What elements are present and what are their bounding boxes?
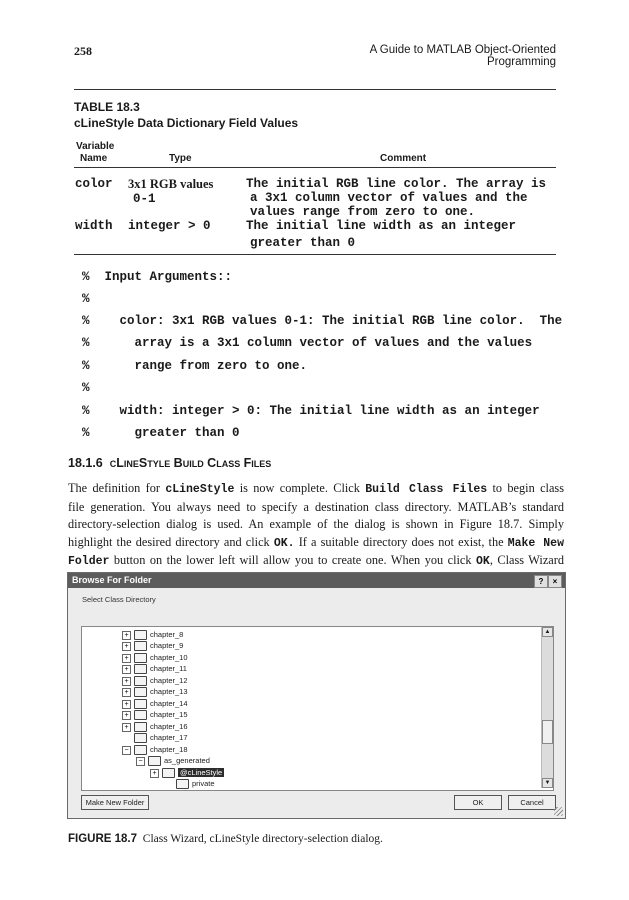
code-line: % color: 3x1 RGB values 0-1: The initial RGB line color. The — [82, 314, 563, 328]
expand-icon[interactable]: + — [122, 631, 131, 640]
dialog-title-bar — [68, 573, 565, 588]
tree-item-chapter-9[interactable]: + chapter_9 — [122, 640, 183, 651]
help-button[interactable]: ? — [534, 575, 548, 588]
section-title: cLineStyle Build Class Files — [109, 456, 272, 470]
folder-icon — [162, 768, 175, 778]
folder-icon — [134, 710, 147, 720]
table-row-name: color — [75, 177, 113, 191]
cancel-button[interactable]: Cancel — [508, 795, 556, 810]
tree-item-chapter-17[interactable]: chapter_17 — [122, 732, 188, 743]
selected-folder-label[interactable]: @cLineStyle — [180, 768, 223, 777]
expand-icon[interactable]: + — [122, 711, 131, 720]
section-heading — [68, 456, 271, 470]
tree-item-chapter-14[interactable]: + chapter_14 — [122, 698, 188, 709]
scroll-up-icon[interactable]: ▲ — [542, 627, 553, 637]
table-row-comment: The initial RGB line color. The array is — [246, 177, 547, 191]
figure-label: FIGURE 18.7 — [68, 833, 138, 845]
tree-item-chapter-15[interactable]: + chapter_15 — [122, 709, 188, 720]
table-bottom-rule — [74, 254, 556, 255]
code-line: % greater than 0 — [82, 426, 240, 440]
expand-icon[interactable]: + — [150, 769, 159, 778]
tree-item-clinestyle[interactable] — [150, 767, 224, 778]
table-title: cLineStyle Data Dictionary Field Values — [74, 116, 299, 130]
resize-grip-icon[interactable] — [554, 807, 563, 816]
tree-item-chapter-18[interactable]: − chapter_18 — [122, 744, 188, 755]
table-row-comment: The initial line width as an integer — [246, 219, 517, 233]
folder-open-icon — [134, 745, 147, 755]
col-header-comment: Comment — [380, 153, 427, 164]
folder-icon — [134, 699, 147, 709]
page-number: 258 — [74, 44, 92, 58]
expand-icon[interactable]: + — [122, 723, 131, 732]
folder-icon — [134, 653, 147, 663]
code-line: % range from zero to one. — [82, 359, 308, 373]
table-row-name: width — [75, 219, 113, 233]
folder-open-icon — [148, 756, 161, 766]
expand-icon[interactable]: + — [122, 700, 131, 709]
running-title: A Guide to MATLAB Object-Oriented Programming — [369, 44, 556, 68]
tree-item-chapter-11[interactable]: + chapter_11 — [122, 663, 187, 674]
section-number: 18.1.6 — [68, 456, 103, 470]
code-line: % Input Arguments:: — [82, 270, 233, 284]
dialog-prompt: Select Class Directory — [82, 595, 156, 604]
figure-caption — [68, 833, 383, 845]
code-line: % — [82, 381, 90, 395]
folder-tree[interactable] — [81, 626, 554, 791]
tree-item-chapter-10[interactable]: + chapter_10 — [122, 652, 188, 663]
col-header-variable: Variable — [76, 141, 115, 152]
tree-item-chapter-8[interactable]: + chapter_8 — [122, 629, 183, 640]
close-button[interactable]: × — [548, 575, 562, 588]
tree-item-private[interactable]: private — [164, 778, 215, 789]
expand-icon[interactable]: + — [122, 677, 131, 686]
code-line: % width: integer > 0: The initial line width as an integer — [82, 404, 540, 418]
browse-for-folder-dialog — [67, 572, 566, 819]
folder-icon — [134, 641, 147, 651]
folder-icon — [134, 676, 147, 686]
col-header-type: Type — [169, 153, 192, 164]
table-row-comment: greater than 0 — [250, 236, 356, 250]
collapse-icon[interactable]: − — [136, 757, 145, 766]
expand-icon — [122, 734, 131, 743]
table-top-rule — [74, 89, 556, 90]
table-row-comment: a 3x1 column vector of values and the — [250, 191, 528, 205]
table-row-type: integer > 0 — [128, 219, 211, 233]
code-line: % array is a 3x1 column vector of values and the values — [82, 336, 533, 350]
folder-icon — [134, 687, 147, 697]
tree-scrollbar[interactable] — [541, 627, 553, 788]
tree-item-chapter-16[interactable]: + chapter_16 — [122, 721, 188, 732]
scroll-down-icon[interactable]: ▼ — [542, 778, 553, 788]
make-new-folder-button[interactable]: Make New Folder — [81, 795, 149, 810]
dialog-title: Browse For Folder — [72, 575, 152, 585]
tree-item-as-generated[interactable]: − as_generated — [136, 755, 210, 766]
expand-icon[interactable]: + — [122, 665, 131, 674]
folder-icon — [134, 722, 147, 732]
figure-caption-text: Class Wizard, cLineStyle directory-selection dialog. — [142, 833, 383, 845]
folder-icon — [134, 630, 147, 640]
collapse-icon[interactable]: − — [122, 746, 131, 755]
folder-icon — [176, 779, 189, 789]
code-line: % — [82, 292, 90, 306]
folder-icon — [134, 664, 147, 674]
body-paragraph: The definition for cLineStyle is now complete. Click Build Class Files to begin class file generation. You always need to specify a destination class directory. MATLAB’s standard directory-selection dialog is used. An example of the dialog is shown in Figure 18.7. Simply highlight the desired directory and click OK. If a suitable directory does not exist, the Make New Folder button on the lower left will allow you to create one. When you click OK, Class Wizard — [68, 481, 564, 568]
expand-icon[interactable]: + — [122, 642, 131, 651]
table-label: TABLE 18.3 — [74, 100, 140, 114]
ok-button[interactable]: OK — [454, 795, 502, 810]
folder-icon — [134, 733, 147, 743]
col-header-name: Name — [80, 153, 108, 164]
tree-item-chapter-12[interactable]: + chapter_12 — [122, 675, 188, 686]
table-row-type-range: 0-1 — [133, 192, 156, 206]
expand-icon[interactable]: + — [122, 688, 131, 697]
table-header-rule — [74, 167, 556, 168]
tree-item-chapter-13[interactable]: + chapter_13 — [122, 686, 188, 697]
table-row-type: 3x1 RGB values — [128, 177, 214, 191]
expand-icon — [164, 780, 173, 789]
expand-icon[interactable]: + — [122, 654, 131, 663]
scroll-thumb[interactable] — [542, 720, 553, 744]
table-row-comment: values range from zero to one. — [250, 205, 476, 219]
